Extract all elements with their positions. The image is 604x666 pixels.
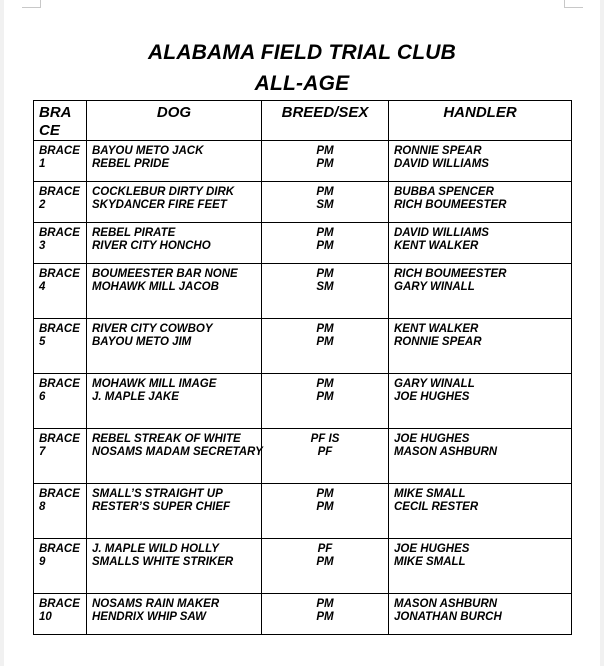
handler-name: DAVID WILLIAMS xyxy=(394,227,489,239)
dog-name: NOSAMS MADAM SECRETARY xyxy=(92,446,263,458)
handler-name: RICH BOUMEESTER xyxy=(394,199,507,211)
dog-name: RIVER CITY COWBOY xyxy=(92,323,213,335)
breed-sex-value: PF xyxy=(317,543,333,555)
handler-cell xyxy=(389,223,572,264)
table-row xyxy=(34,594,572,635)
table-row xyxy=(34,223,572,264)
brace-number: 4 xyxy=(39,281,46,293)
handler-name: MASON ASHBURN xyxy=(394,446,498,458)
dog-name: SKYDANCER FIRE FEET xyxy=(92,199,227,211)
breed-sex-cell xyxy=(262,429,389,484)
brace-label: BRACE xyxy=(39,145,80,157)
breed-sex-value: PM xyxy=(316,323,334,335)
brace-number: 1 xyxy=(39,158,46,170)
dog-name: SMALLS WHITE STRIKER xyxy=(92,556,234,568)
brace-label: BRACE xyxy=(39,598,80,610)
handler-name: MASON ASHBURN xyxy=(394,598,498,610)
dog-name: NOSAMS RAIN MAKER xyxy=(92,598,220,610)
brace-label: BRACE xyxy=(39,378,80,390)
breed-sex-value: PF IS xyxy=(310,433,340,445)
brace-number: 8 xyxy=(39,501,46,513)
table-row xyxy=(34,374,572,429)
handler-name: JOE HUGHES xyxy=(394,391,470,403)
breed-sex-value: PM xyxy=(316,268,334,280)
brace-cell xyxy=(34,223,87,264)
breed-sex-cell xyxy=(262,141,389,182)
dog-cell xyxy=(87,319,262,374)
breed-sex-value: SM xyxy=(316,281,334,293)
dog-name: HENDRIX WHIP SAW xyxy=(92,611,206,623)
dog-cell xyxy=(87,182,262,223)
table-row xyxy=(34,539,572,594)
brace-cell xyxy=(34,594,87,635)
dog-name: J. MAPLE WILD HOLLY xyxy=(92,543,219,555)
handler-name: KENT WALKER xyxy=(394,323,479,335)
breed-sex-value: PM xyxy=(316,488,334,500)
table-header-row xyxy=(34,101,572,141)
brace-label: BRACE xyxy=(39,488,80,500)
breed-sex-value: PM xyxy=(316,227,334,239)
handler-cell xyxy=(389,141,572,182)
breed-sex-value: PM xyxy=(316,158,334,170)
handler-cell xyxy=(389,594,572,635)
handler-name: JOE HUGHES xyxy=(394,543,470,555)
table-row xyxy=(34,429,572,484)
breed-sex-value: PM xyxy=(316,240,334,252)
header-dog: DOG xyxy=(87,101,262,141)
dog-name: MOHAWK MILL JACOB xyxy=(92,281,219,293)
brace-number: 5 xyxy=(39,336,46,348)
breed-sex-cell xyxy=(262,182,389,223)
header-brace: BRACE xyxy=(34,101,87,141)
breed-sex-value: PM xyxy=(316,556,334,568)
brace-number: 10 xyxy=(39,611,52,623)
handler-name: GARY WINALL xyxy=(394,281,475,293)
dog-name: REBEL PIRATE xyxy=(92,227,176,239)
dog-cell xyxy=(87,374,262,429)
brace-label: BRACE xyxy=(39,433,80,445)
page-corner-mark-right xyxy=(564,0,583,8)
breed-sex-value: PM xyxy=(316,598,334,610)
handler-name: MIKE SMALL xyxy=(394,488,466,500)
breed-sex-value: PM xyxy=(316,611,334,623)
handler-cell xyxy=(389,539,572,594)
brace-number: 9 xyxy=(39,556,46,568)
breed-sex-value: SM xyxy=(316,199,334,211)
breed-sex-cell xyxy=(262,539,389,594)
dog-name: REBEL PRIDE xyxy=(92,158,170,170)
breed-sex-value: PM xyxy=(316,378,334,390)
breed-sex-cell xyxy=(262,264,389,319)
dog-name: RESTER’S SUPER CHIEF xyxy=(92,501,231,513)
handler-cell xyxy=(389,484,572,539)
table-row xyxy=(34,319,572,374)
header-breed-sex: BREED/SEX xyxy=(262,101,389,141)
handler-name: DAVID WILLIAMS xyxy=(394,158,489,170)
document-page xyxy=(4,0,600,666)
dog-name: BOUMEESTER BAR NONE xyxy=(92,268,238,280)
dog-cell xyxy=(87,264,262,319)
header-handler: HANDLER xyxy=(389,101,572,141)
breed-sex-value: PM xyxy=(316,145,334,157)
brace-table xyxy=(33,100,572,635)
brace-cell xyxy=(34,374,87,429)
brace-label: BRACE xyxy=(39,186,80,198)
brace-number: 6 xyxy=(39,391,46,403)
title-line-1: ALABAMA FIELD TRIAL CLUB xyxy=(147,41,457,64)
breed-sex-value: PM xyxy=(316,501,334,513)
handler-cell xyxy=(389,374,572,429)
breed-sex-cell xyxy=(262,594,389,635)
handler-name: GARY WINALL xyxy=(394,378,475,390)
brace-cell xyxy=(34,484,87,539)
dog-cell xyxy=(87,223,262,264)
breed-sex-value: PM xyxy=(316,186,334,198)
handler-name: JOE HUGHES xyxy=(394,433,470,445)
dog-name: MOHAWK MILL IMAGE xyxy=(92,378,217,390)
brace-label: BRACE xyxy=(39,268,80,280)
dog-name: BAYOU METO JACK xyxy=(92,145,204,157)
brace-cell xyxy=(34,319,87,374)
dog-name: J. MAPLE JAKE xyxy=(92,391,179,403)
breed-sex-value: PM xyxy=(316,336,334,348)
handler-name: CECIL RESTER xyxy=(394,501,479,513)
breed-sex-cell xyxy=(262,223,389,264)
breed-sex-cell xyxy=(262,319,389,374)
brace-number: 7 xyxy=(39,446,46,458)
dog-cell xyxy=(87,539,262,594)
handler-name: RICH BOUMEESTER xyxy=(394,268,507,280)
dog-cell xyxy=(87,594,262,635)
brace-label: BRACE xyxy=(39,323,80,335)
dog-cell xyxy=(87,141,262,182)
handler-name: BUBBA SPENCER xyxy=(394,186,494,198)
handler-name: KENT WALKER xyxy=(394,240,479,252)
dog-name: COCKLEBUR DIRTY DIRK xyxy=(92,186,235,198)
brace-number: 2 xyxy=(39,199,46,211)
breed-sex-cell xyxy=(262,374,389,429)
handler-name: JONATHAN BURCH xyxy=(394,611,502,623)
handler-cell xyxy=(389,429,572,484)
handler-name: RONNIE SPEAR xyxy=(394,145,482,157)
dog-name: BAYOU METO JIM xyxy=(92,336,192,348)
dog-cell xyxy=(87,429,262,484)
dog-name: SMALL’S STRAIGHT UP xyxy=(92,488,223,500)
brace-label: BRACE xyxy=(39,543,80,555)
dog-cell xyxy=(87,484,262,539)
dog-name: REBEL STREAK OF WHITE xyxy=(92,433,241,445)
page-corner-mark-left xyxy=(22,0,41,8)
breed-sex-value: PF xyxy=(317,446,333,458)
title-line-2: ALL-AGE xyxy=(254,72,350,95)
brace-cell xyxy=(34,182,87,223)
table-row xyxy=(34,484,572,539)
brace-cell xyxy=(34,539,87,594)
handler-name: MIKE SMALL xyxy=(394,556,466,568)
table-row xyxy=(34,264,572,319)
handler-cell xyxy=(389,319,572,374)
handler-name: RONNIE SPEAR xyxy=(394,336,482,348)
table-row xyxy=(34,182,572,223)
handler-cell xyxy=(389,264,572,319)
breed-sex-cell xyxy=(262,484,389,539)
handler-cell xyxy=(389,182,572,223)
brace-cell xyxy=(34,141,87,182)
brace-cell xyxy=(34,264,87,319)
brace-cell xyxy=(34,429,87,484)
table-row xyxy=(34,141,572,182)
brace-number: 3 xyxy=(39,240,46,252)
brace-label: BRACE xyxy=(39,227,80,239)
document-title xyxy=(4,37,600,99)
dog-name: RIVER CITY HONCHO xyxy=(92,240,211,252)
breed-sex-value: PM xyxy=(316,391,334,403)
